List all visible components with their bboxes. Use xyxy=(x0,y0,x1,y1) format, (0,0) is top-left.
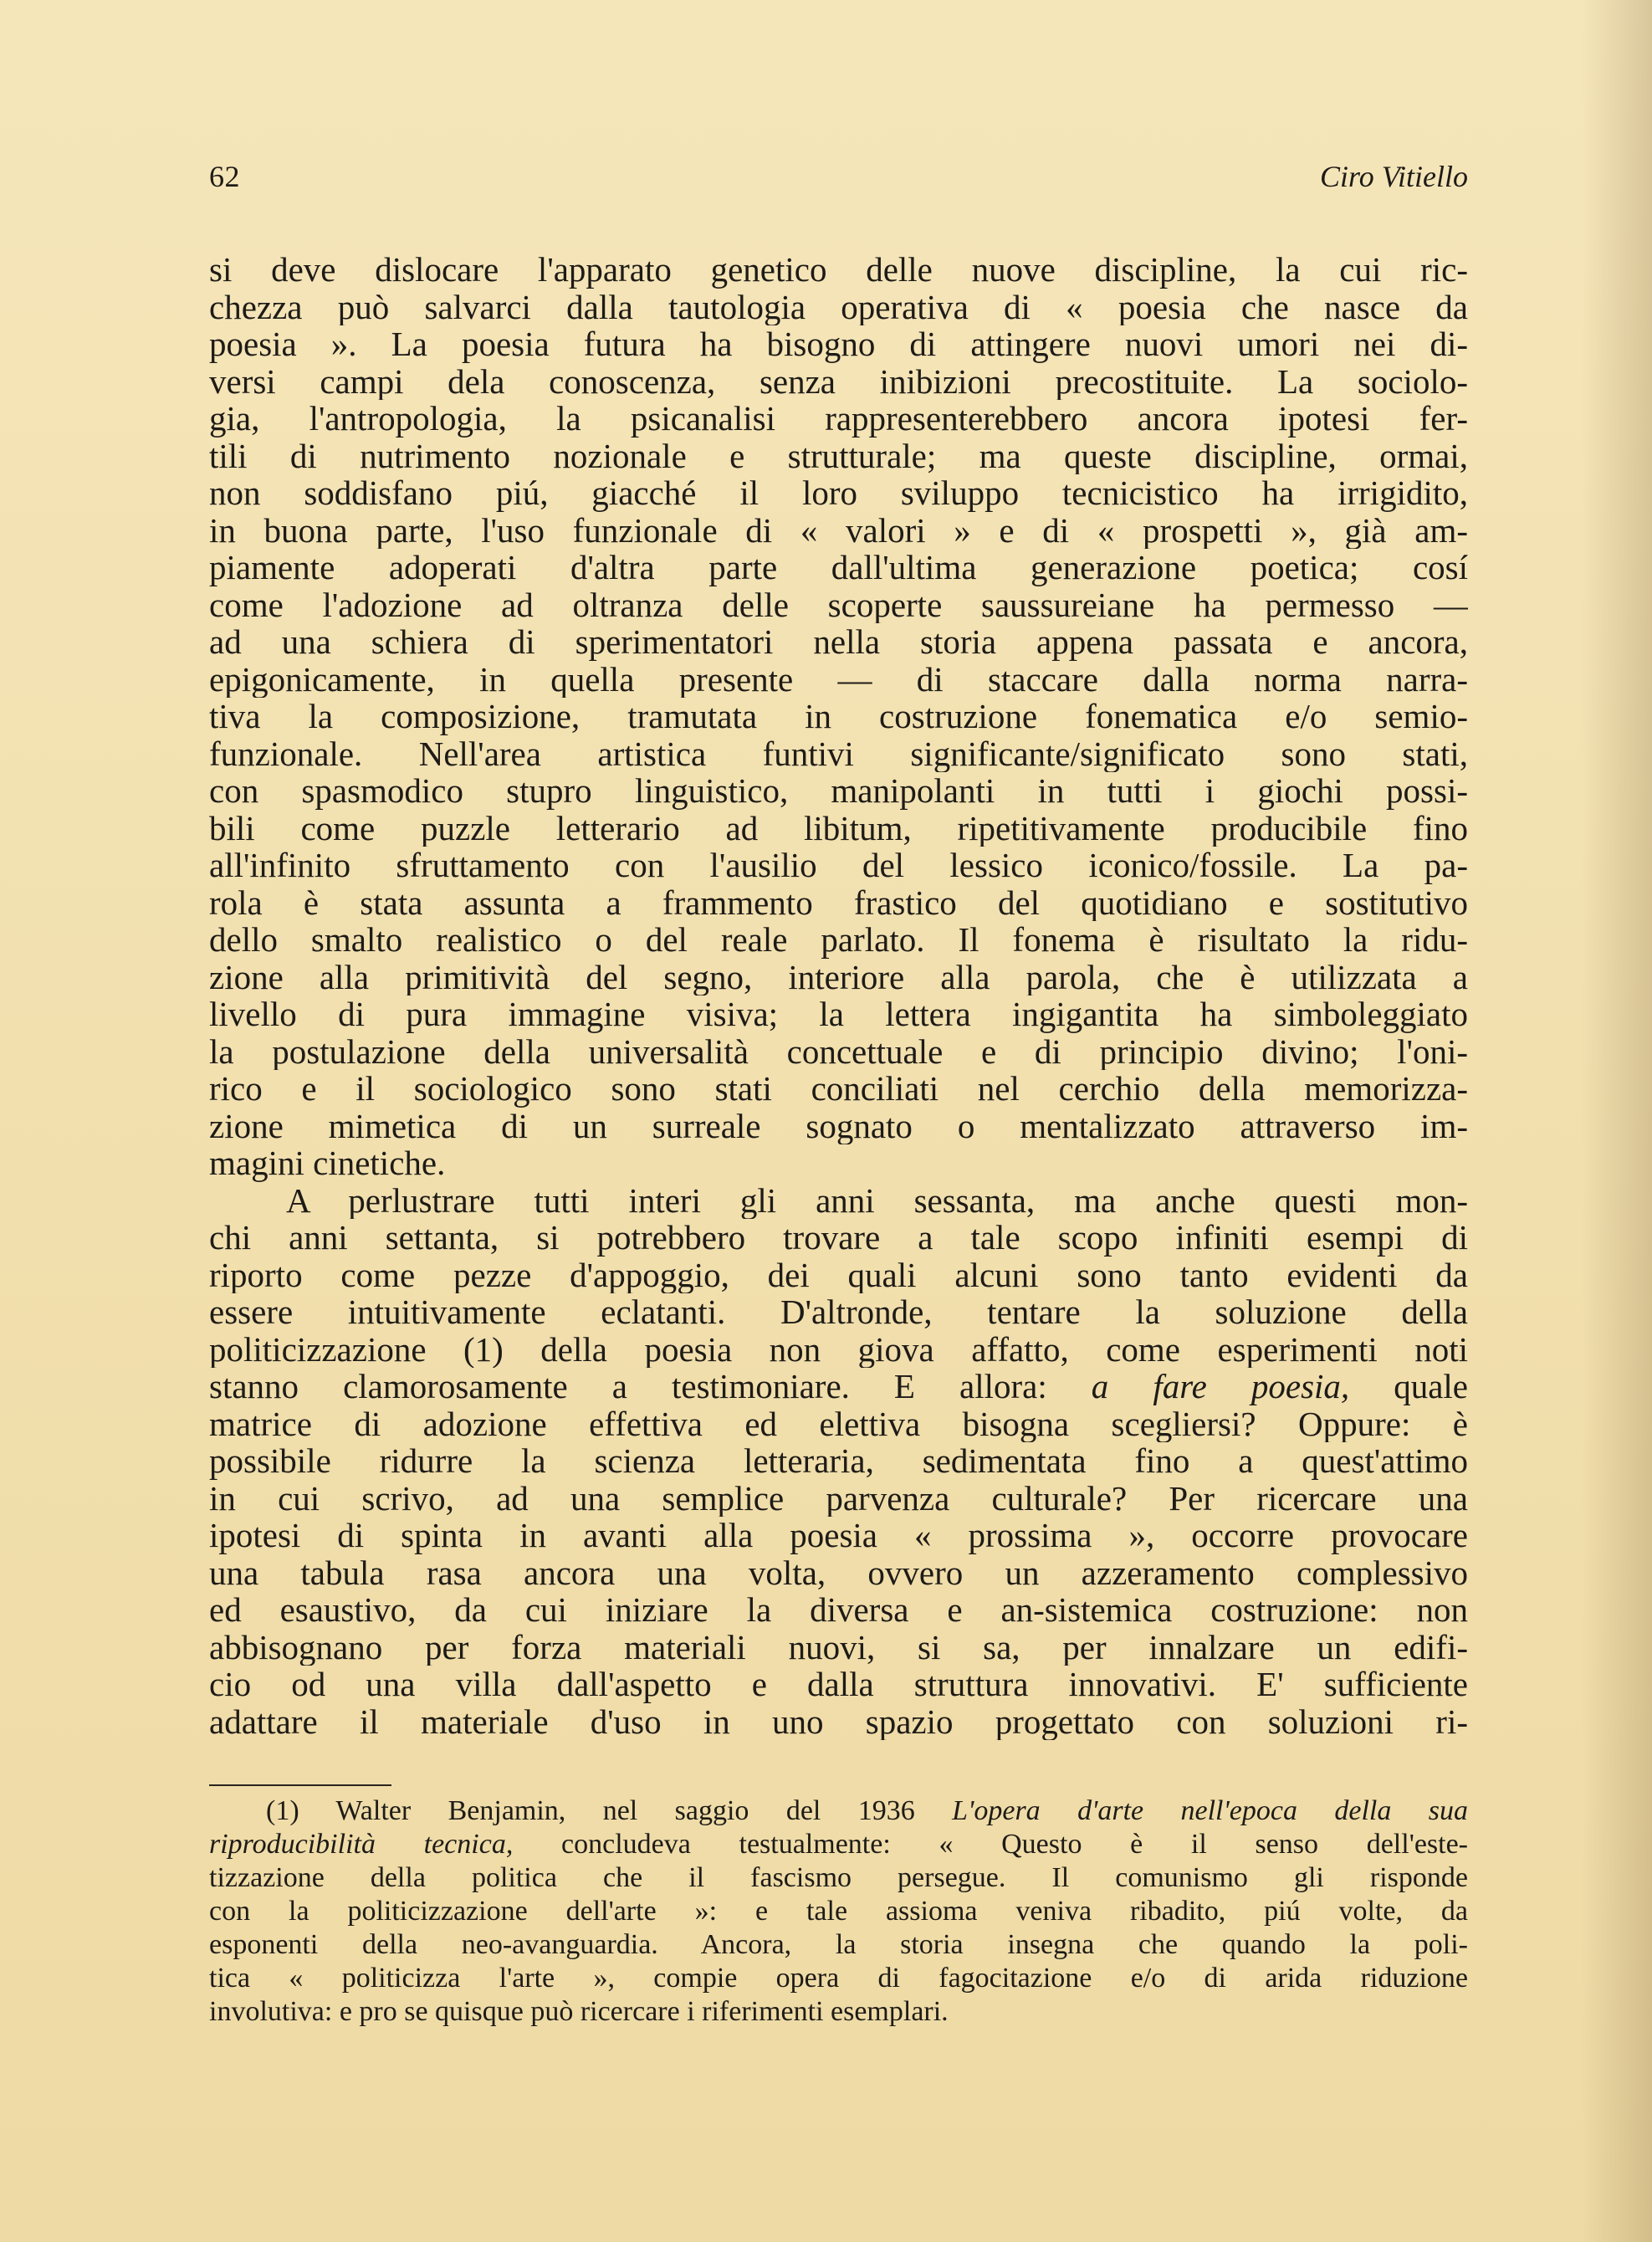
running-head-author: Ciro Vitiello xyxy=(1320,160,1468,193)
text-line: dello smalto realistico o del reale parlato. Il fonema è risultato la ridu- xyxy=(209,921,1468,959)
footnote-line: tizzazione della politica che il fascismo persegue. Il comunismo gli risponde xyxy=(209,1862,1468,1893)
text-line: all'infinito sfruttamento con l'ausilio del lessico iconico/fossile. La pa- xyxy=(209,847,1468,884)
footnote-line: con la politicizzazione dell'arte »: e tale assioma veniva ribadito, piú volte, da xyxy=(209,1896,1468,1927)
text-line: ed esaustivo, da cui iniziare la diversa e an-sistemica costruzione: non xyxy=(209,1591,1468,1629)
text-line: zione alla primitività del segno, interiore alla parola, che è utilizzata a xyxy=(209,958,1468,996)
footnote-line: tica « politicizza l'arte », compie opera di fagocitazione e/o di arida riduzione xyxy=(209,1963,1468,1994)
text-line: rico e il sociologico sono stati conciliati nel cerchio della memorizza- xyxy=(209,1070,1468,1108)
text-line: piamente adoperati d'altra parte dall'ultima generazione poetica; cosí xyxy=(209,549,1468,586)
text-line: chi anni settanta, si potrebbero trovare a tale scopo infiniti esempi di xyxy=(209,1219,1468,1257)
italic-phrase: a fare poesia, xyxy=(1091,1368,1350,1405)
italic-title: riproducibilità tecnica, xyxy=(209,1829,514,1860)
text-line: non soddisfano piú, giacché il loro sviluppo tecnicistico ha irrigidito, xyxy=(209,474,1468,512)
text-line: poesia ». La poesia futura ha bisogno di attingere nuovi umori nei di- xyxy=(209,325,1468,363)
text-segment: concludeva testualmente: « Questo è il senso dell'este- xyxy=(513,1829,1468,1860)
text-line: funzionale. Nell'area artistica funtivi significante/significato sono stati, xyxy=(209,735,1468,772)
footnote-divider xyxy=(209,1784,391,1786)
footnote-line xyxy=(209,1794,1468,1828)
footnote-line xyxy=(209,1828,1468,1861)
text-segment: (1) Walter Benjamin, nel saggio del 1936 xyxy=(266,1795,953,1826)
text-line: A perlustrare tutti interi gli anni sessanta, ma anche questi mon- xyxy=(286,1181,1468,1219)
text-line: rola è stata assunta a frammento frastico del quotidiano e sostitutivo xyxy=(209,883,1468,921)
text-line: chezza può salvarci dalla tautologia operativa di « poesia che nasce da xyxy=(209,288,1468,325)
text-line: in buona parte, l'uso funzionale di « valori » e di « prospetti », già am- xyxy=(209,511,1468,549)
text-line: tiva la composizione, tramutata in costruzione fonematica e/o semio- xyxy=(209,698,1468,735)
text-line: essere intuitivamente eclatanti. D'altronde, tentare la soluzione della xyxy=(209,1293,1468,1331)
text-line: politicizzazione (1) della poesia non giova affatto, come esperimenti noti xyxy=(209,1330,1468,1368)
text-line: con spasmodico stupro linguistico, manipolanti in tutti i giochi possi- xyxy=(209,772,1468,810)
text-line: come l'adozione ad oltranza delle scoperte saussureiane ha permesso — xyxy=(209,586,1468,623)
footnote-line: esponenti della neo-avanguardia. Ancora, la storia insegna che quando la poli- xyxy=(209,1929,1468,1960)
text-line: adattare il materiale d'uso in uno spazio progettato con soluzioni ri- xyxy=(209,1702,1468,1740)
page-number: 62 xyxy=(209,160,240,193)
text-line: la postulazione della universalità concettuale e di principio divino; l'oni- xyxy=(209,1032,1468,1070)
text-line: una tabula rasa ancora una volta, ovvero un azzeramento complessivo xyxy=(209,1554,1468,1591)
text-line: bili come puzzle letterario ad libitum, ripetitivamente producibile fino xyxy=(209,809,1468,847)
italic-title: L'opera d'arte nell'epoca della sua xyxy=(952,1795,1468,1826)
text-line: ipotesi di spinta in avanti alla poesia « prossima », occorre provocare xyxy=(209,1517,1468,1554)
text-line: ad una schiera di sperimentatori nella storia appena passata e ancora, xyxy=(209,623,1468,661)
text-line: tili di nutrimento nozionale e strutturale; ma queste discipline, ormai, xyxy=(209,437,1468,474)
text-line: gia, l'antropologia, la psicanalisi rappresenterebbero ancora ipotesi fer- xyxy=(209,400,1468,438)
text-segment: quale xyxy=(1349,1368,1468,1405)
text-line: versi campi dela conoscenza, senza inibizioni precostituite. La sociolo- xyxy=(209,362,1468,400)
text-line: in cui scrivo, ad una semplice parvenza culturale? Per ricercare una xyxy=(209,1479,1468,1517)
text-line: si deve dislocare l'apparato genetico delle nuove discipline, la cui ric- xyxy=(209,251,1468,289)
main-text xyxy=(209,251,1468,1740)
text-line: possibile ridurre la scienza letteraria, sedimentata fino a quest'attimo xyxy=(209,1442,1468,1480)
text-line: cio od una villa dall'aspetto e dalla struttura innovativi. E' sufficiente xyxy=(209,1666,1468,1703)
text-line: epigonicamente, in quella presente — di staccare dalla norma narra- xyxy=(209,660,1468,698)
text-line: livello di pura immagine visiva; la lettera ingigantita ha simboleggiato xyxy=(209,996,1468,1033)
text-line: matrice di adozione effettiva ed elettiva bisogna scegliersi? Oppure: è xyxy=(209,1405,1468,1442)
footnote-line: involutiva: e pro se quisque può ricercare i riferimenti esemplari. xyxy=(209,1996,949,2027)
text-line: zione mimetica di un surreale sognato o mentalizzato attraverso im- xyxy=(209,1107,1468,1144)
text-line xyxy=(209,1368,1468,1405)
text-segment: stanno clamorosamente a testimoniare. E allora: xyxy=(209,1368,1092,1405)
text-line: magini cinetiche. xyxy=(209,1144,446,1182)
text-line: abbisognano per forza materiali nuovi, si sa, per innalzare un edifi- xyxy=(209,1628,1468,1666)
footnote xyxy=(209,1794,1468,2029)
text-line: riporto come pezze d'appoggio, dei quali alcuni sono tanto evidenti da xyxy=(209,1256,1468,1293)
page-header xyxy=(209,159,1468,201)
